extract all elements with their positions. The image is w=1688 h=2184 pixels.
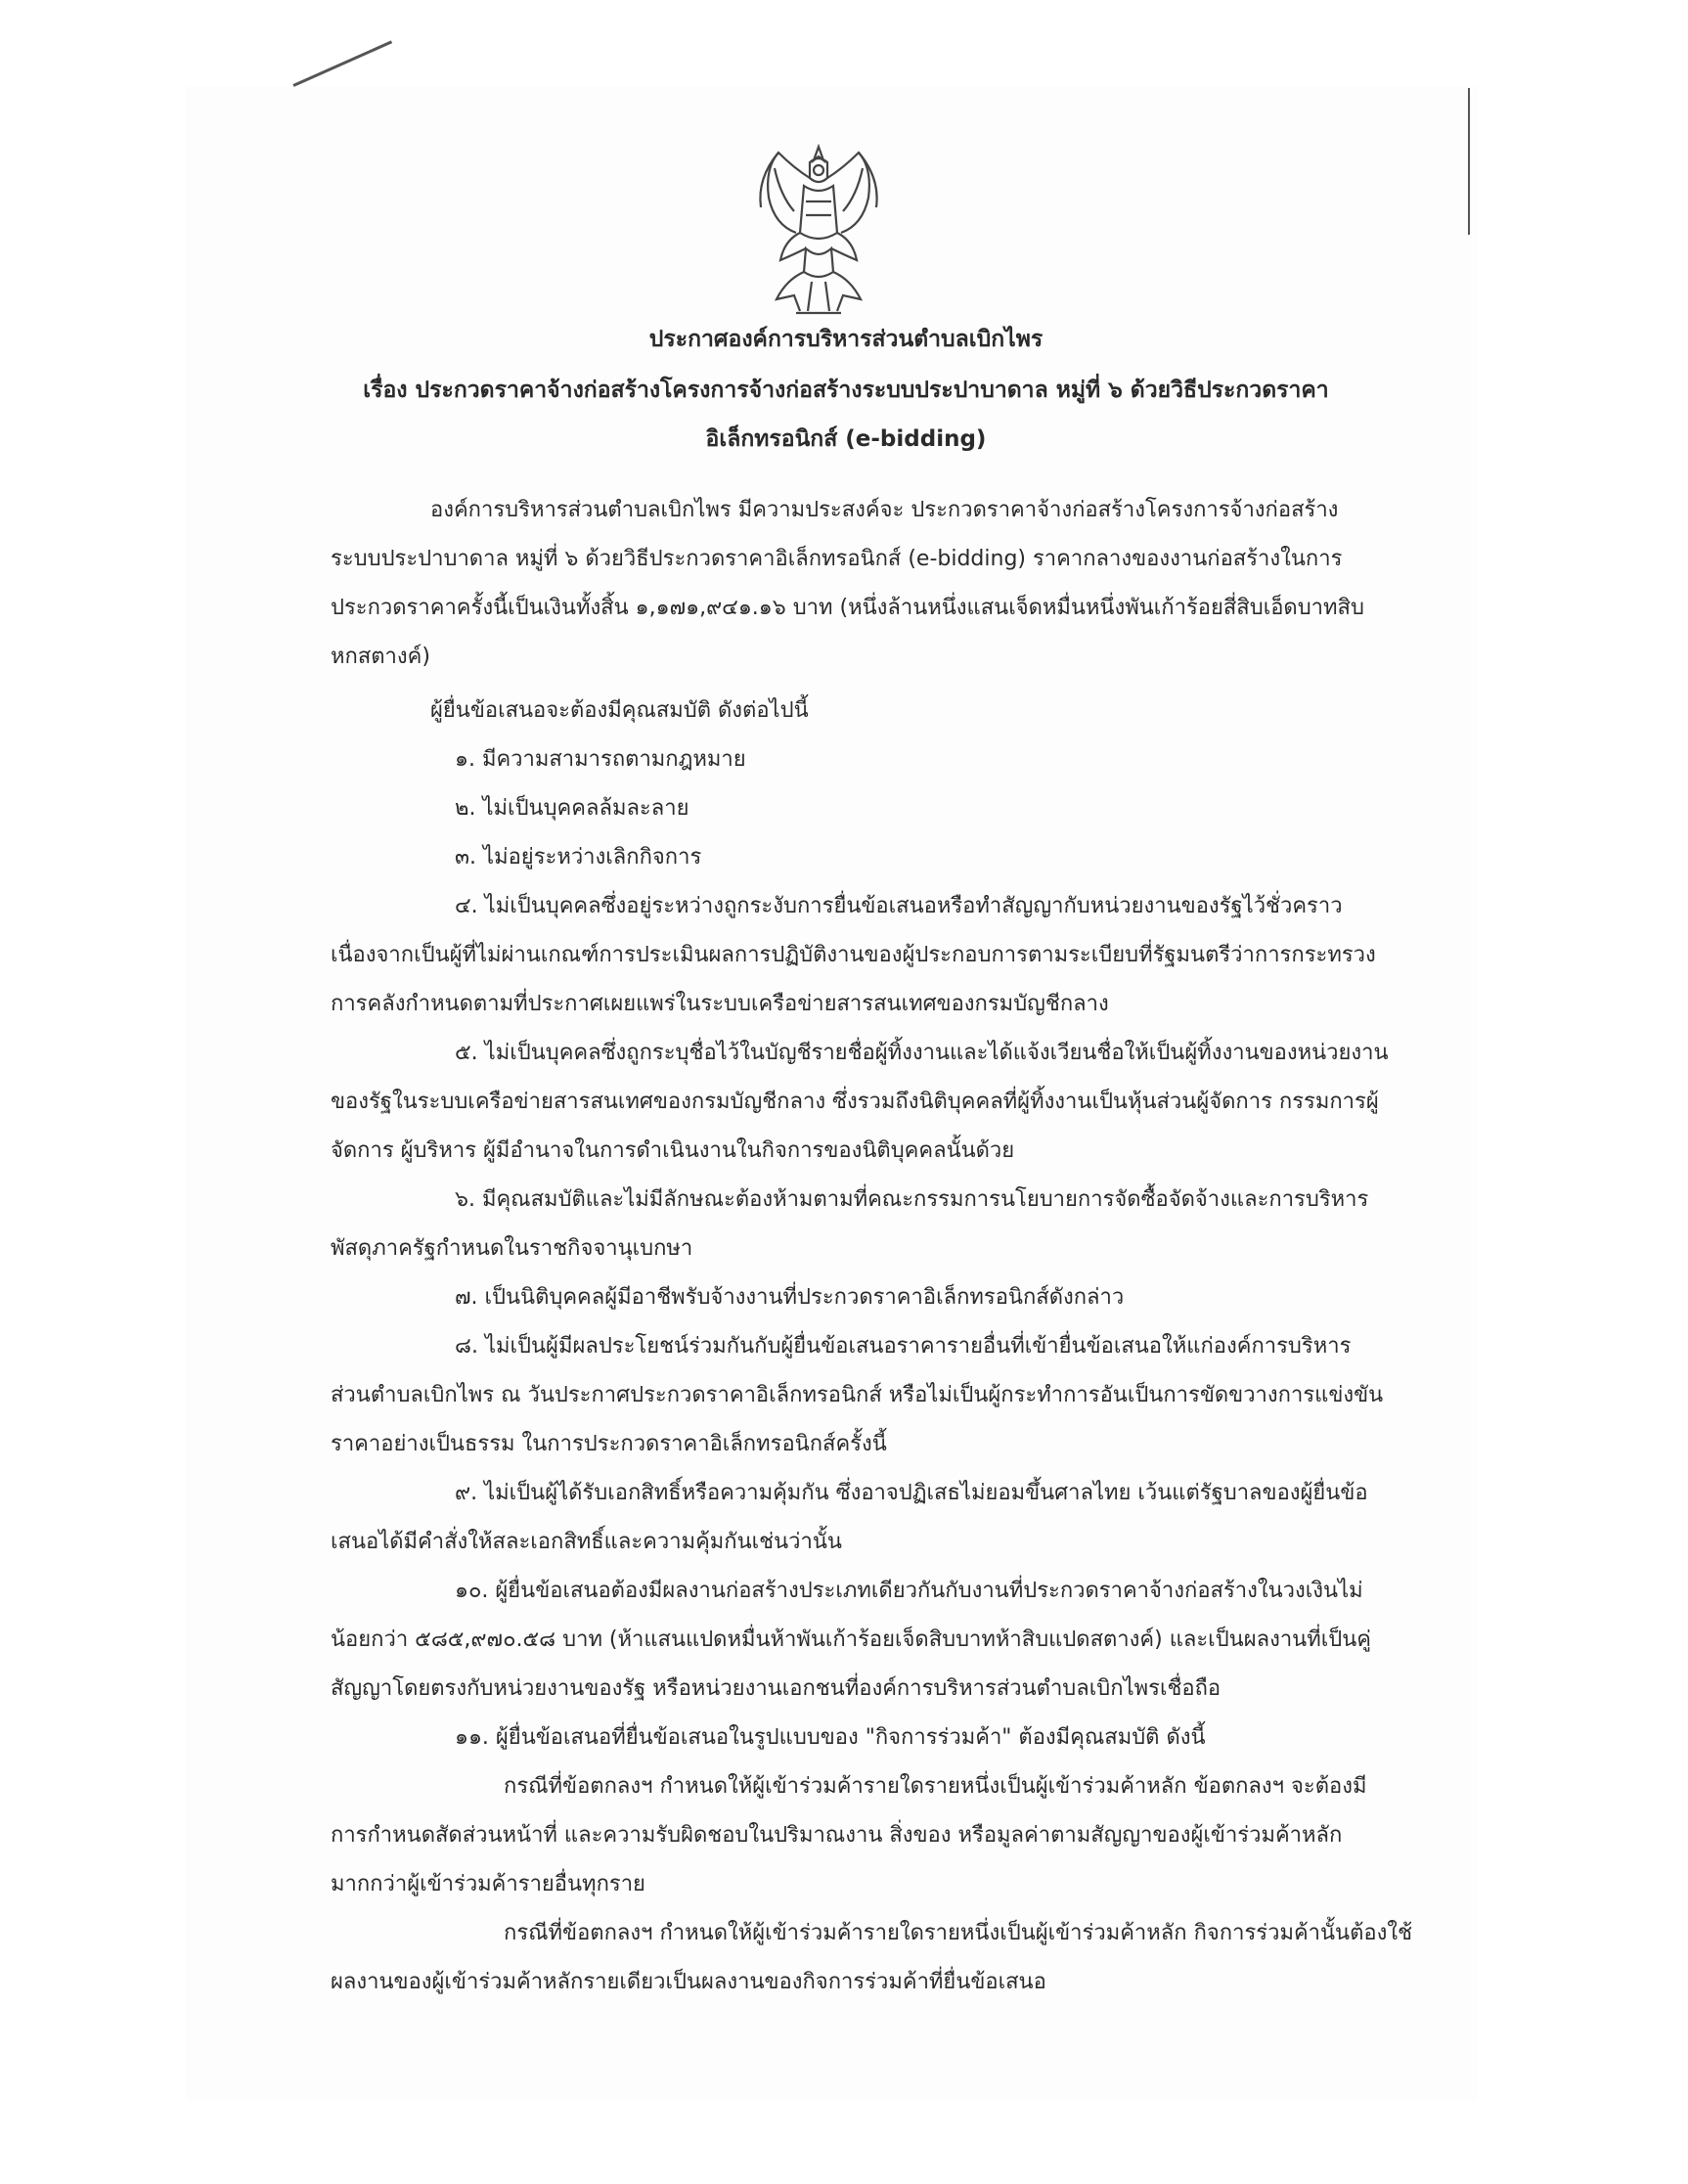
qualification-item: ๑. มีความสามารถตามกฎหมาย — [455, 747, 746, 772]
intro-paragraph-line: ประกวดราคาครั้งนี้เป็นเงินทั้งสิ้น ๑,๑๗๑,๙๔๑.๑๖ บาท (หนึ่งล้านหนึ่งแสนเจ็ดหมื่นหนึ่งพันเก้าร้อยสี่สิบเอ็ดบาทสิบ — [331, 596, 1364, 620]
qualification-item-continued: ราคาอย่างเป็นธรรม ในการประกวดราคาอิเล็กทรอนิกส์ครั้งนี้ — [331, 1432, 887, 1456]
page-edge-line — [1468, 88, 1470, 235]
joint-venture-case-continued: การกำหนดสัดส่วนหน้าที่ และความรับผิดชอบในปริมาณงาน สิ่งของ หรือมูลค่าตามสัญญาของผู้เข้าร่วมค้าหลัก — [331, 1823, 1343, 1848]
qualification-item: ๓. ไม่อยู่ระหว่างเลิกกิจการ — [455, 845, 702, 869]
qualifications-heading: ผู้ยื่นข้อเสนอจะต้องมีคุณสมบัติ ดังต่อไปนี้ — [430, 698, 809, 723]
joint-venture-case: กรณีที่ข้อตกลงฯ กำหนดให้ผู้เข้าร่วมค้ารายใดรายหนึ่งเป็นผู้เข้าร่วมค้าหลัก กิจการร่วมค้านั้นต้องใช้ — [504, 1921, 1413, 1945]
qualification-item: ๑๐. ผู้ยื่นข้อเสนอต้องมีผลงานก่อสร้างประเภทเดียวกันกับงานที่ประกวดราคาจ้างก่อสร้างในวงเงินไม่ — [455, 1579, 1363, 1603]
document-title: ประกาศองค์การบริหารส่วนตำบลเบิกไพร — [648, 327, 1044, 352]
qualification-item: ๙. ไม่เป็นผู้ได้รับเอกสิทธิ์หรือความคุ้มกัน ซึ่งอาจปฏิเสธไม่ยอมขึ้นศาลไทย เว้นแต่รัฐบาลของผู้ยื่นข้อ — [455, 1481, 1368, 1505]
fold-mark — [292, 40, 392, 86]
document-subject-continued: อิเล็กทรอนิกส์ (e-bidding) — [705, 426, 987, 452]
joint-venture-case-continued: ผลงานของผู้เข้าร่วมค้าหลักรายเดียวเป็นผลงานของกิจการร่วมค้าที่ยื่นข้อเสนอ — [331, 1970, 1046, 1994]
qualification-item: ๔. ไม่เป็นบุคคลซึ่งอยู่ระหว่างถูกระงับการยื่นข้อเสนอหรือทำสัญญากับหน่วยงานของรัฐไว้ชั่วคราว — [455, 894, 1343, 918]
qualification-item: ๕. ไม่เป็นบุคคลซึ่งถูกระบุชื่อไว้ในบัญชีรายชื่อผู้ทิ้งงานและได้แจ้งเวียนชื่อให้เป็นผู้ทิ้งงานของหน่วยงาน — [455, 1041, 1389, 1065]
qualification-item-continued: ของรัฐในระบบเครือข่ายสารสนเทศของกรมบัญชีกลาง ซึ่งรวมถึงนิติบุคคลที่ผู้ทิ้งงานเป็นหุ้นส่วนผู้จัดการ กรรมการผู้ — [331, 1090, 1379, 1114]
qualification-item: ๖. มีคุณสมบัติและไม่มีลักษณะต้องห้ามตามที่คณะกรรมการนโยบายการจัดซื้อจัดจ้างและการบริหาร — [455, 1187, 1369, 1212]
qualification-item-continued: ส่วนตำบลเบิกไพร ณ วันประกาศประกวดราคาอิเล็กทรอนิกส์ หรือไม่เป็นผู้กระทำการอันเป็นการขัดขวางการแข่งขัน — [331, 1383, 1384, 1407]
qualification-item-continued: น้อยกว่า ๕๘๕,๙๗๐.๕๘ บาท (ห้าแสนแปดหมื่นห้าพันเก้าร้อยเจ็ดสิบบาทห้าสิบแปดสตางค์) และเป็นผลงานที่เป็นคู่ — [331, 1627, 1371, 1652]
qualification-item: ๒. ไม่เป็นบุคคลล้มละลาย — [455, 796, 689, 821]
qualification-item-continued: จัดการ ผู้บริหาร ผู้มีอำนาจในการดำเนินงานในกิจการของนิติบุคคลนั้นด้วย — [331, 1138, 1015, 1163]
intro-paragraph-line: หกสตางค์) — [331, 645, 430, 669]
document-subject: เรื่อง ประกวดราคาจ้างก่อสร้างโครงการจ้างก่อสร้างระบบประปาบาดาล หมู่ที่ ๖ ด้วยวิธีประกวดราคา — [363, 378, 1329, 403]
joint-venture-case-continued: มากกว่าผู้เข้าร่วมค้ารายอื่นทุกราย — [331, 1872, 645, 1896]
qualification-item: ๘. ไม่เป็นผู้มีผลประโยชน์ร่วมกันกับผู้ยื่นข้อเสนอราคารายอื่นที่เข้ายื่นข้อเสนอให้แก่องค์การบริหาร — [455, 1334, 1352, 1359]
qualification-item-continued: เสนอได้มีคำสั่งให้สละเอกสิทธิ์และความคุ้มกันเช่นว่านั้น — [331, 1530, 842, 1554]
qualification-item-continued: การคลังกำหนดตามที่ประกาศเผยแพร่ในระบบเครือข่ายสารสนเทศของกรมบัญชีกลาง — [331, 992, 1109, 1016]
intro-paragraph-line: องค์การบริหารส่วนตำบลเบิกไพร มีความประสงค์จะ ประกวดราคาจ้างก่อสร้างโครงการจ้างก่อสร้าง — [430, 498, 1339, 522]
qualification-item: ๑๑. ผู้ยื่นข้อเสนอที่ยื่นข้อเสนอในรูปแบบของ "กิจการร่วมค้า" ต้องมีคุณสมบัติ ดังนี้ — [455, 1725, 1206, 1750]
qualification-item-continued: เนื่องจากเป็นผู้ที่ไม่ผ่านเกณฑ์การประเมินผลการปฏิบัติงานของผู้ประกอบการตามระเบียบที่รัฐมนตรีว่าการกระทรวง — [331, 943, 1376, 967]
intro-paragraph-line: ระบบประปาบาดาล หมู่ที่ ๖ ด้วยวิธีประกวดราคาอิเล็กทรอนิกส์ (e-bidding) ราคากลางของงานก่อสร้างในการ — [331, 547, 1343, 571]
joint-venture-case: กรณีที่ข้อตกลงฯ กำหนดให้ผู้เข้าร่วมค้ารายใดรายหนึ่งเป็นผู้เข้าร่วมค้าหลัก ข้อตกลงฯ จะต้องมี — [504, 1774, 1367, 1799]
qualification-item-continued: พัสดุภาครัฐกำหนดในราชกิจจานุเบกษา — [331, 1236, 693, 1261]
qualification-item-continued: สัญญาโดยตรงกับหน่วยงานของรัฐ หรือหน่วยงานเอกชนที่องค์การบริหารส่วนตำบลเบิกไพรเชื่อถือ — [331, 1676, 1222, 1701]
qualification-item: ๗. เป็นนิติบุคคลผู้มีอาชีพรับจ้างงานที่ประกวดราคาอิเล็กทรอนิกส์ดังกล่าว — [455, 1285, 1125, 1310]
garuda-emblem-icon — [735, 139, 902, 325]
